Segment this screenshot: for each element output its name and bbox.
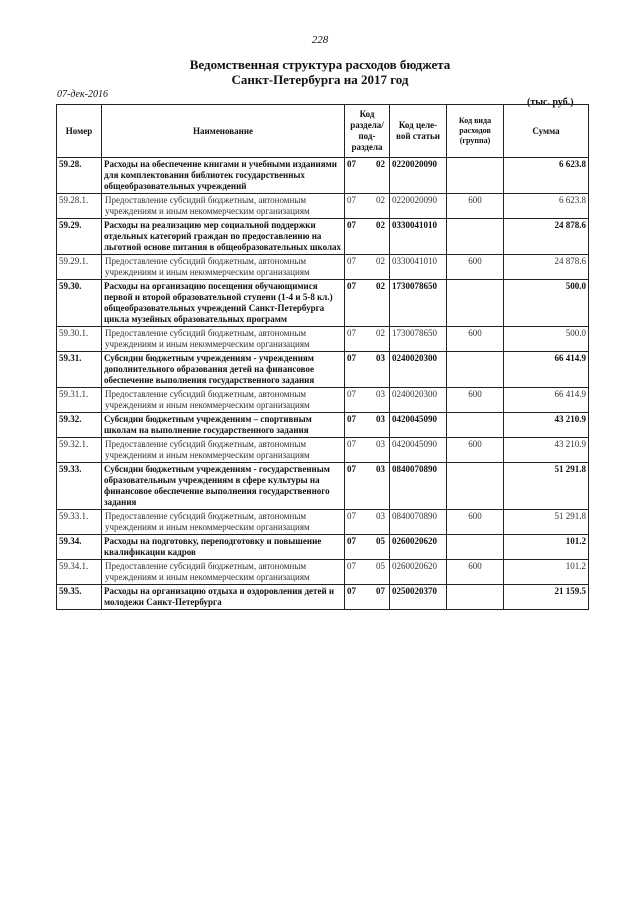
row-target-code: 0240020300 [390,388,447,413]
row-section-code: 07 [347,353,356,363]
row-sum: 24 878.6 [504,219,589,255]
row-section-code: 07 [347,195,356,205]
row-subsection-code: 03 [376,414,385,424]
row-sum: 43 210.9 [504,438,589,463]
header-target: Код целе- вой статьи [390,105,447,158]
row-section [345,535,390,560]
row-name: Расходы на реализацию мер социальной поддержки отдельных категорий граждан по предоставлению на льготной основе питания в общеобразовательных школах [102,219,345,255]
title-line-2: Санкт-Петербурга на 2017 год [231,72,409,87]
document-date: 07-дек-2016 [57,89,108,100]
row-name: Расходы на организацию посещения обучающимися первой и второй образовательной ступени (1-4 и 5-8 кл.) общеобразовательных учреждений Санкт-Петербурга цикла музейных образовательных программ [102,280,345,327]
table-row [57,327,589,352]
table-row [57,463,589,510]
row-name: Расходы на обеспечение книгами и учебными изданиями для комплектования библиотек государственных общеобразовательных учреждений [102,158,345,194]
row-target-code: 0840070890 [390,510,447,535]
row-number: 59.31.1. [57,388,102,413]
row-expense-type: 600 [447,388,504,413]
row-number: 59.30.1. [57,327,102,352]
row-subsection-code: 02 [376,328,385,338]
row-section-code: 07 [347,328,356,338]
row-section-code: 07 [347,561,356,571]
row-section-code: 07 [347,220,356,230]
row-name: Предоставление субсидий бюджетным, автономным учреждениям и иным некоммерческим организациям [102,510,345,535]
row-subsection-code: 02 [376,220,385,230]
row-section [345,255,390,280]
row-number: 59.32.1. [57,438,102,463]
header-section: Код раздела/ под- раздела [345,105,390,158]
table-row [57,413,589,438]
row-target-code: 0260020620 [390,535,447,560]
table-row [57,585,589,610]
row-number: 59.35. [57,585,102,610]
row-expense-type [447,585,504,610]
row-number: 59.32. [57,413,102,438]
row-section [345,352,390,388]
row-target-code: 0330041010 [390,219,447,255]
row-number: 59.29.1. [57,255,102,280]
table-header-row [57,105,589,158]
row-name: Предоставление субсидий бюджетным, автономным учреждениям и иным некоммерческим организациям [102,560,345,585]
row-section [345,510,390,535]
table-row [57,388,589,413]
row-sum: 101.2 [504,560,589,585]
row-section [345,194,390,219]
row-name: Предоставление субсидий бюджетным, автономным учреждениям и иным некоммерческим организациям [102,194,345,219]
row-sum: 51 291.8 [504,463,589,510]
table-row [57,255,589,280]
budget-table [56,104,589,610]
table-row [57,438,589,463]
row-sum: 21 159.5 [504,585,589,610]
row-subsection-code: 03 [376,439,385,449]
table-row [57,158,589,194]
row-number: 59.29. [57,219,102,255]
row-section [345,158,390,194]
row-number: 59.31. [57,352,102,388]
row-target-code: 0260020620 [390,560,447,585]
row-subsection-code: 05 [376,561,385,571]
row-expense-type: 600 [447,194,504,219]
row-section [345,280,390,327]
row-target-code: 0220020090 [390,194,447,219]
row-expense-type: 600 [447,510,504,535]
row-section [345,463,390,510]
row-expense-type [447,463,504,510]
table-row [57,560,589,585]
row-sum: 6 623.8 [504,158,589,194]
row-sum: 66 414.9 [504,388,589,413]
table-row [57,352,589,388]
row-sum: 43 210.9 [504,413,589,438]
row-number: 59.33. [57,463,102,510]
row-name: Расходы на подготовку, переподготовку и повышение квалификации кадров [102,535,345,560]
row-name: Субсидии бюджетным учреждениям – спортивным школам на выполнение государственного задания [102,413,345,438]
row-section [345,438,390,463]
row-name: Расходы на организацию отдыха и оздоровления детей и молодежи Санкт-Петербурга [102,585,345,610]
row-target-code: 1730078650 [390,280,447,327]
row-section [345,585,390,610]
row-expense-type [447,352,504,388]
row-subsection-code: 03 [376,389,385,399]
row-expense-type [447,535,504,560]
row-number: 59.28. [57,158,102,194]
row-section-code: 07 [347,464,356,474]
row-section [345,327,390,352]
row-sum: 51 291.8 [504,510,589,535]
row-target-code: 1730078650 [390,327,447,352]
header-number: Номер [57,105,102,158]
row-section-code: 07 [347,159,356,169]
row-expense-type [447,280,504,327]
row-section [345,388,390,413]
row-number: 59.28.1. [57,194,102,219]
row-expense-type: 600 [447,438,504,463]
row-subsection-code: 07 [376,586,385,596]
row-number: 59.33.1. [57,510,102,535]
table-row [57,219,589,255]
row-section-code: 07 [347,414,356,424]
row-sum: 500.0 [504,280,589,327]
row-sum: 24 878.6 [504,255,589,280]
row-section-code: 07 [347,389,356,399]
table-row [57,194,589,219]
row-name: Предоставление субсидий бюджетным, автономным учреждениям и иным некоммерческим организациям [102,327,345,352]
document-title [0,57,640,87]
row-subsection-code: 03 [376,464,385,474]
header-sum: Сумма [504,105,589,158]
header-expense-type: Код вида расходов (группа) [447,105,504,158]
row-sum: 101.2 [504,535,589,560]
row-section-code: 07 [347,439,356,449]
header-name: Наименование [102,105,345,158]
row-expense-type: 600 [447,327,504,352]
row-sum: 500.0 [504,327,589,352]
row-subsection-code: 02 [376,159,385,169]
row-subsection-code: 02 [376,195,385,205]
row-name: Предоставление субсидий бюджетным, автономным учреждениям и иным некоммерческим организациям [102,388,345,413]
row-name: Субсидии бюджетным учреждениям - учреждениям дополнительного образования детей на финансовое обеспечение выполнения государственного задания [102,352,345,388]
row-number: 59.34.1. [57,560,102,585]
row-name: Предоставление субсидий бюджетным, автономным учреждениям и иным некоммерческим организациям [102,255,345,280]
row-subsection-code: 05 [376,536,385,546]
row-number: 59.34. [57,535,102,560]
row-section-code: 07 [347,256,356,266]
row-section [345,413,390,438]
row-target-code: 0240020300 [390,352,447,388]
row-target-code: 0330041010 [390,255,447,280]
row-sum: 6 623.8 [504,194,589,219]
table-row [57,510,589,535]
table-row [57,280,589,327]
row-target-code: 0420045090 [390,413,447,438]
page-number: 228 [311,34,329,46]
table-row [57,535,589,560]
row-target-code: 0250020370 [390,585,447,610]
row-subsection-code: 02 [376,256,385,266]
row-section-code: 07 [347,586,356,596]
row-number: 59.30. [57,280,102,327]
row-section [345,219,390,255]
row-sum: 66 414.9 [504,352,589,388]
row-subsection-code: 03 [376,511,385,521]
row-section-code: 07 [347,281,356,291]
title-line-1: Ведомственная структура расходов бюджета [189,57,451,72]
row-target-code: 0840070890 [390,463,447,510]
row-expense-type: 600 [447,255,504,280]
row-section [345,560,390,585]
row-expense-type [447,158,504,194]
units-label: (тыс. руб.) [527,97,574,108]
row-section-code: 07 [347,536,356,546]
row-section-code: 07 [347,511,356,521]
row-expense-type: 600 [447,560,504,585]
row-expense-type [447,219,504,255]
row-expense-type [447,413,504,438]
row-subsection-code: 03 [376,353,385,363]
row-name: Предоставление субсидий бюджетным, автономным учреждениям и иным некоммерческим организациям [102,438,345,463]
row-name: Субсидии бюджетным учреждениям - государственным образовательным учреждениям в сфере культуры на финансовое обеспечение выполнения государственного задания [102,463,345,510]
row-target-code: 0420045090 [390,438,447,463]
row-target-code: 0220020090 [390,158,447,194]
row-subsection-code: 02 [376,281,385,291]
